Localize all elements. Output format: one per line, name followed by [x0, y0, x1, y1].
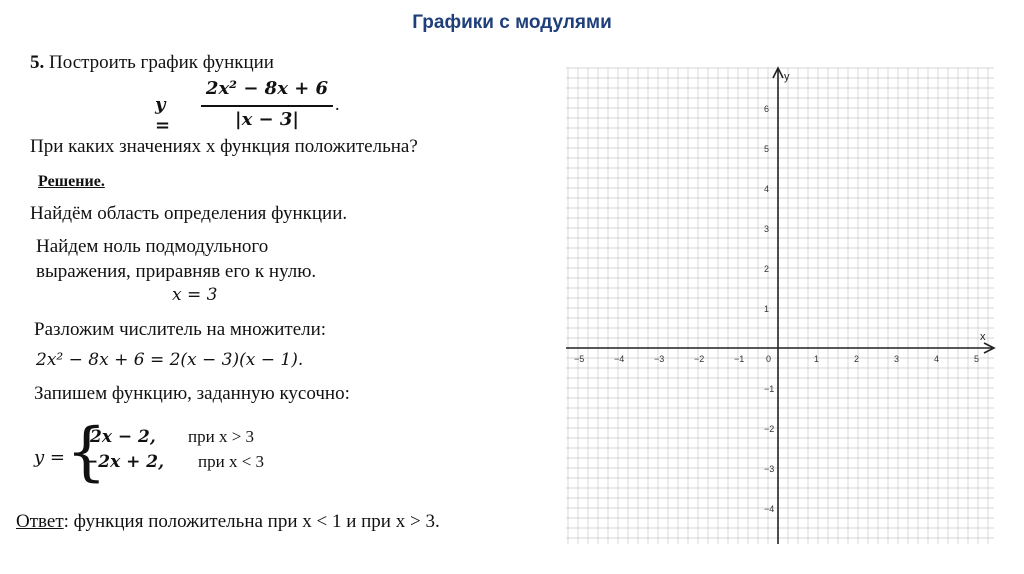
x-tick-label: 0 [766, 354, 772, 364]
problem-statement [30, 52, 274, 74]
x-tick-label: −3 [654, 354, 665, 364]
y-tick-label: 3 [764, 224, 770, 234]
answer-label: Ответ [16, 511, 64, 532]
zero-line-2: выражения, приравняв его к нулю. [36, 261, 317, 282]
answer-line [16, 511, 440, 533]
x-tick-label: −2 [694, 354, 705, 364]
x-tick-label: 5 [974, 354, 980, 364]
factor-equation: 2x² − 8x + 6 = 2(x − 3)(x − 1). [36, 350, 304, 370]
y-tick-label: 4 [764, 184, 770, 194]
zero-line-1: Найдем ноль подмодульного [36, 236, 269, 257]
slide-title: Графики с модулями [412, 12, 612, 33]
x-tick-label: −5 [574, 354, 585, 364]
formula-lhs: y = [155, 94, 171, 136]
problem-number: 5. [30, 52, 45, 73]
domain-line: Найдём область определения функции. [30, 203, 348, 224]
piecewise-lhs: y = [34, 447, 65, 468]
fraction-bar [201, 105, 333, 107]
y-axis-label: y [784, 71, 790, 83]
formula-numerator: 2x² − 8x + 6 [205, 78, 329, 99]
formula-period: . [335, 94, 340, 114]
x-axis-label: x [980, 331, 986, 343]
x-tick-label: 2 [854, 354, 860, 364]
y-tick-label: −4 [764, 504, 775, 514]
x-tick-label: 3 [894, 354, 900, 364]
formula-denominator: |x − 3| [235, 109, 299, 130]
problem-text: Построить график функции [49, 52, 274, 73]
zero-equation: x = 3 [172, 285, 218, 305]
piecewise-line: Запишем функцию, заданную кусочно: [34, 383, 350, 404]
problem-question: При каких значениях x функция положительна? [30, 136, 418, 157]
x-tick-label: −4 [614, 354, 625, 364]
case1-expression: 2x − 2, [90, 427, 156, 447]
piecewise-brace: { [66, 415, 107, 489]
x-tick-label: 1 [814, 354, 820, 364]
answer-text: : функция положительна при x < 1 и при x > 3. [63, 511, 440, 532]
y-tick-label: −2 [764, 424, 775, 434]
x-tick-label: −1 [734, 354, 745, 364]
y-tick-label: 5 [764, 144, 770, 154]
y-tick-label: 2 [764, 264, 770, 274]
solution-heading: Решение. [38, 173, 105, 190]
y-tick-label: −1 [764, 384, 775, 394]
case1-condition: при x > 3 [188, 427, 255, 446]
x-tick-label: 4 [934, 354, 940, 364]
factor-line: Разложим числитель на множители: [34, 319, 327, 340]
y-tick-label: 1 [764, 304, 770, 314]
y-tick-label: −3 [764, 464, 775, 474]
case2-expression: −2x + 2, [84, 452, 165, 472]
case2-condition: при x < 3 [198, 452, 265, 471]
y-tick-label: 6 [764, 104, 770, 114]
coordinate-grid [560, 60, 1000, 548]
